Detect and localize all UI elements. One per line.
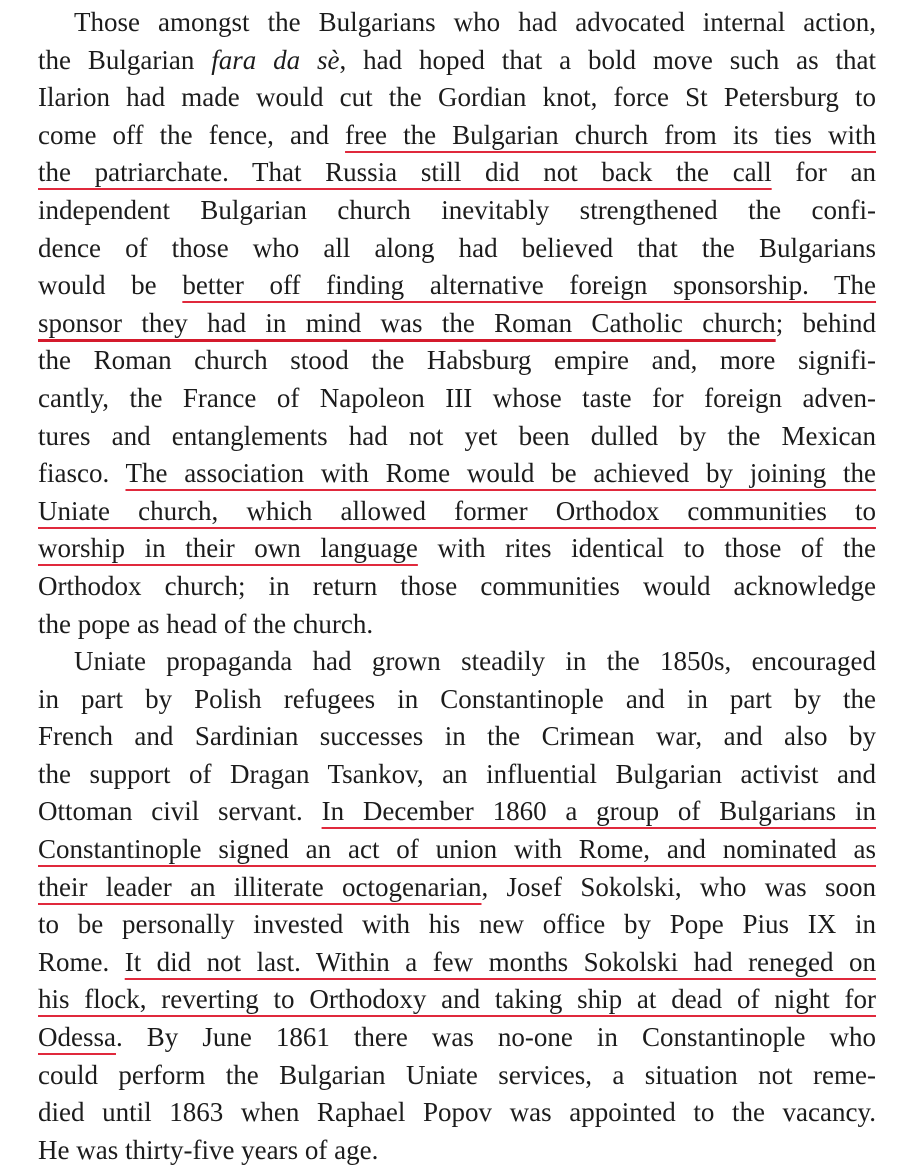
text-run: died until 1863 when Raphael Popov was appointed to the vacancy. [38,1097,876,1128]
text-run: the Roman church stood the Habsburg empire and, more signifi- [38,345,876,376]
text-run: the support of Dragan Tsankov, an influential Bulgarian activist and [38,758,876,789]
text-line [38,192,876,230]
text-line [38,4,876,42]
text-run: tures and entanglements had not yet been dulled by the Mexican [38,420,876,451]
text-line [38,530,876,568]
paragraph-1 [38,4,876,643]
text-line [38,117,876,155]
text-run: French and Sardinian successes in the Crimean war, and also by [38,721,876,752]
highlighted-text: his flock, reverting to Orthodoxy and taking ship at dead of night for [38,984,876,1015]
text-run: could perform the Bulgarian Uniate services, a situation not reme- [38,1059,876,1090]
text-run: Those amongst the Bulgarians who had advocated internal action, [74,7,876,37]
text-line [38,342,876,380]
text-line [38,42,876,80]
text-line [38,756,876,794]
highlighted-text: It did not last. Within a few months Sokolski had reneged on [124,946,876,977]
highlighted-text: sponsor they had in mind was the Roman Catholic church [38,307,776,338]
text-line [38,681,876,719]
text-line [38,493,876,531]
highlighted-text: worship in their own language [38,533,418,564]
text-line [38,455,876,493]
text-line [38,1057,876,1095]
text-run: for an [771,157,876,188]
highlighted-text: In December 1860 a group of Bulgarians in [321,796,876,827]
text-line [38,267,876,305]
highlighted-text: Odessa [38,1022,116,1053]
text-line [38,380,876,418]
document-page [38,4,876,1169]
highlighted-text: Constantinople signed an act of union with Rome, and nominated as [38,834,876,865]
text-run: , Josef Sokolski, who was soon [481,871,876,902]
text-line [38,643,876,681]
italic-text: fara da sè [211,44,340,75]
text-run: to be personally invested with his new office by Pope Pius IX in [38,909,876,940]
highlighted-text: free the Bulgarian church from its ties with [345,119,876,150]
text-line [38,793,876,831]
text-line [38,1132,876,1170]
text-line [38,568,876,606]
text-line [38,79,876,117]
text-run: . By June 1861 there was no-one in Constantinople who [115,1022,876,1053]
text-line [38,718,876,756]
text-run: He was thirty-five years of age. [38,1134,379,1165]
highlighted-text: The association with Rome would be achieved by joining the [125,458,877,489]
text-run: would be [38,270,183,301]
text-run: Uniate propaganda had grown steadily in the 1850s, encouraged [74,646,876,677]
text-run: the Bulgarian [38,44,212,75]
text-line [38,606,876,644]
highlighted-text: the patriarchate. That Russia still did not back the call [38,157,772,188]
text-run: Orthodox church; in return those communities would acknowledge [38,570,876,601]
text-line [38,981,876,1019]
text-run: , had hoped that a bold move such as that [339,44,876,75]
text-line [38,869,876,907]
text-run: Rome. [38,946,125,977]
text-run: Ilarion had made would cut the Gordian knot, force St Petersburg to [38,82,876,113]
text-run: cantly, the France of Napoleon III whose taste for foreign adven- [38,382,876,413]
paragraph-2 [38,643,876,1169]
text-run: the pope as head of the church. [38,608,374,639]
text-line [38,154,876,192]
text-run: come off the fence, and [38,119,346,150]
text-run: independent Bulgarian church inevitably strengthened the confi- [38,194,876,225]
text-run: ; behind [775,307,876,338]
text-line [38,305,876,343]
highlighted-text: better off finding alternative foreign sponsorship. The [182,270,877,301]
text-line [38,1019,876,1057]
text-line [38,1094,876,1132]
text-line [38,944,876,982]
text-line [38,831,876,869]
text-line [38,906,876,944]
text-run: with rites identical to those of the [417,533,877,564]
text-line [38,230,876,268]
text-run: fiasco. [38,458,126,489]
highlighted-text: Uniate church, which allowed former Orthodox communities to [38,495,876,526]
text-line [38,418,876,456]
text-run: dence of those who all along had believed that the Bulgarians [38,232,876,263]
text-run: in part by Polish refugees in Constantinople and in part by the [38,683,876,714]
highlighted-text: their leader an illiterate octogenarian [38,871,482,902]
text-run: Ottoman civil servant. [38,796,322,827]
